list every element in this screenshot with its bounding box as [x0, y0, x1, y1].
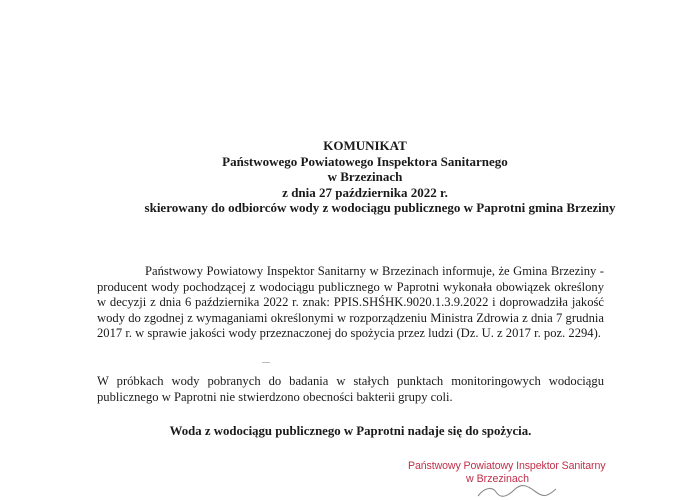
- conclusion-statement: Woda z wodociągu publicznego w Paprotni nadaje się do spożycia.: [169, 424, 532, 438]
- stamp-line-2: w Brzezinach: [466, 473, 529, 485]
- handwritten-signature: [470, 480, 560, 500]
- issuer-city: w Brzezinach: [327, 169, 403, 185]
- document-header: [60, 138, 640, 216]
- stamp-line-1: Państwowy Powiatowy Inspektor Sanitarny: [408, 460, 606, 472]
- paragraph-sampling-result: W próbkach wody pobranych do badania w stałych punktach monitoringowych wodociągu publicznego w Paprotni nie stwierdzono obecności bakterii grupy coli.: [97, 374, 604, 404]
- document-title: KOMUNIKAT: [323, 138, 407, 153]
- paragraph-information: Państwowy Powiatowy Inspektor Sanitarny w Brzezinach informuje, że Gmina Brzeziny - producent wody pochodzącej z wodociągu publicznego w Paprotni wykonała obowiązek określony w decyzji z dnia 6 października 2022 r. znak: PPIS.SHŚHK.9020.1.3.9.2022 i doprowadziła jakość wody do zgodnej z wymaganiami określonymi w rozporządzeniu Ministra Zdrowia z dnia 7 grudnia 2017 r. w sprawie jakości wody przeznaczonej do spożycia przez ludzi (Dz. U. z 2017 r. poz. 2294).: [97, 264, 604, 340]
- document-addressee: skierowany do odbiorców wody z wodociągu publicznego w Paprotni gmina Brzeziny: [144, 200, 616, 216]
- document-date: z dnia 27 października 2022 r.: [282, 184, 448, 200]
- issuer-name: Państwowego Powiatowego Inspektora Sanitarnego: [222, 153, 508, 169]
- decorative-dash: [262, 362, 270, 363]
